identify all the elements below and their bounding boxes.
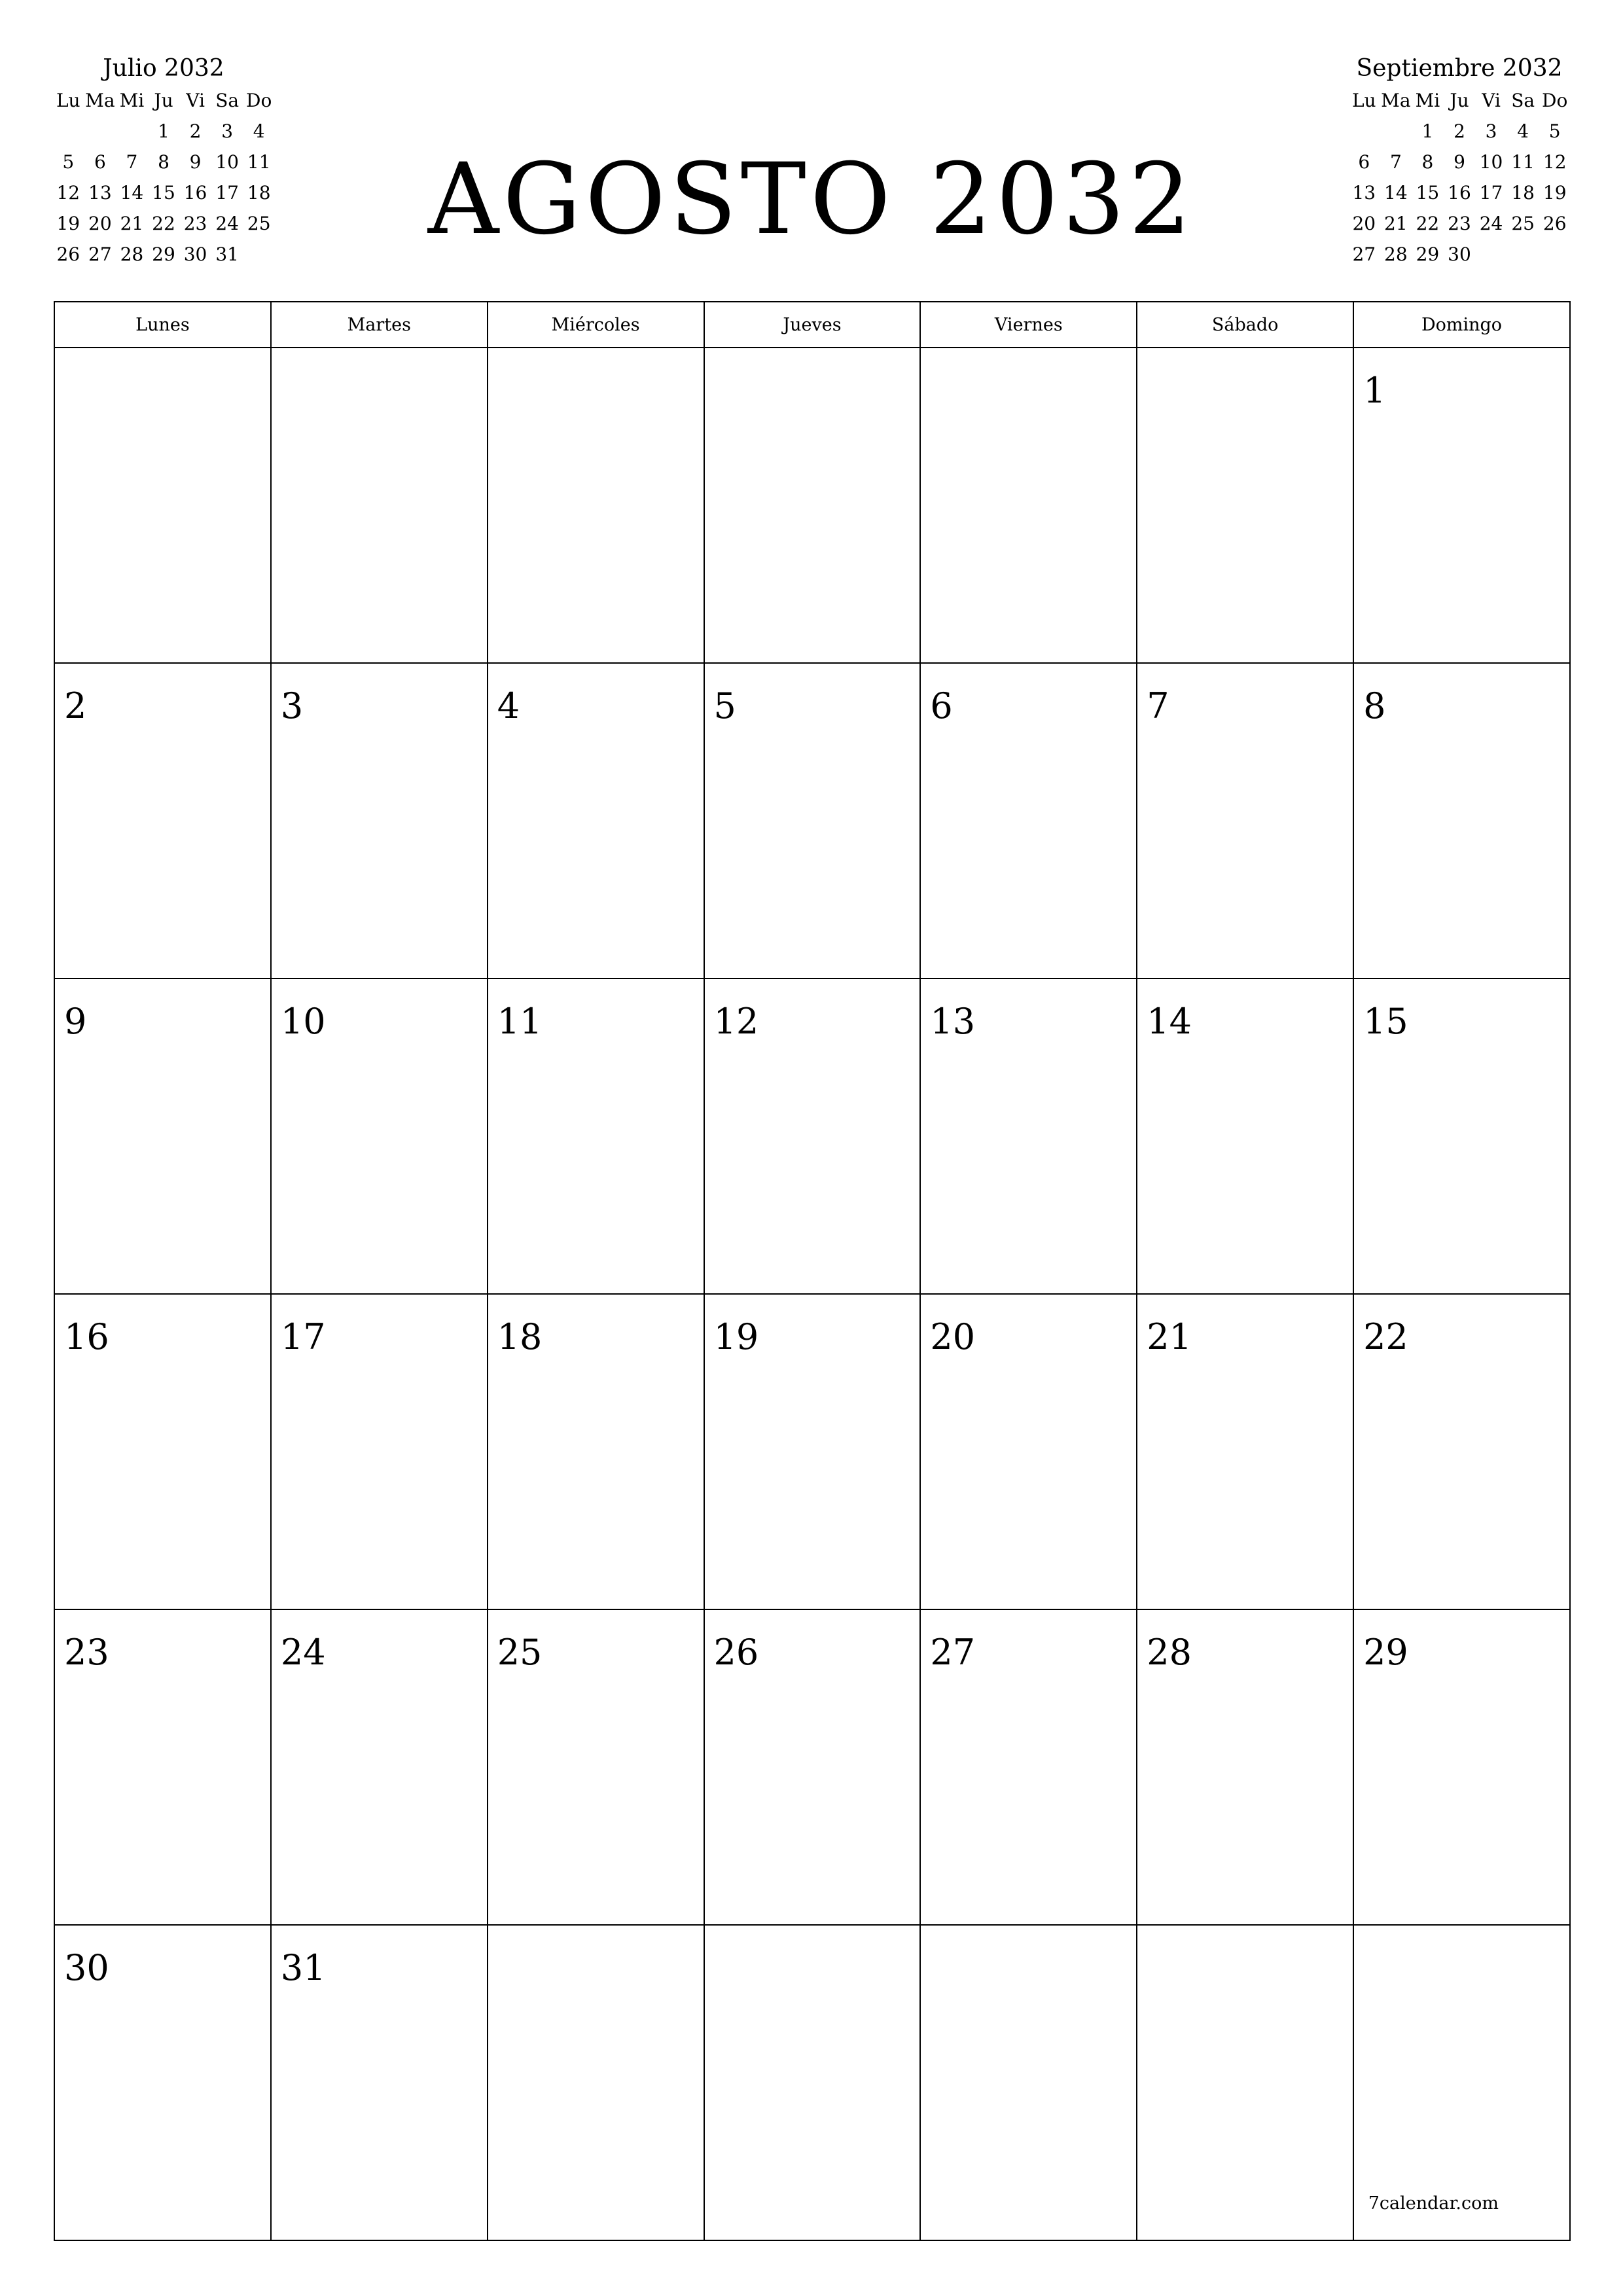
mini-day: 25 [247, 213, 271, 234]
mini-day: 5 [1548, 120, 1561, 142]
mini-day: 27 [1352, 243, 1376, 265]
day-number [705, 348, 920, 368]
mini-day: 27 [88, 243, 112, 265]
mini-weekday: Ma [1381, 90, 1411, 111]
mini-weekday: Do [1542, 90, 1568, 111]
day-cell [54, 1925, 271, 2240]
mini-day: 19 [56, 213, 80, 234]
mini-day: 18 [247, 182, 271, 204]
mini-day: 23 [1448, 213, 1471, 234]
mini-day: 29 [152, 243, 175, 265]
mini-day: 14 [120, 182, 144, 204]
mini-day: 2 [1454, 120, 1465, 142]
mini-day: 11 [247, 151, 271, 173]
week-row [54, 663, 1570, 978]
day-cell [1353, 663, 1570, 978]
day-number [488, 1926, 704, 1945]
mini-day: 26 [1543, 213, 1567, 234]
mini-day: 14 [1384, 182, 1408, 204]
mini-day: 8 [1421, 151, 1434, 173]
mini-day: 16 [1448, 182, 1471, 204]
mini-day: 8 [158, 151, 169, 173]
day-cell [54, 978, 271, 1294]
day-number: 23 [64, 1632, 109, 1673]
mini-day: 11 [1511, 151, 1535, 173]
mini-weekday: Ju [1450, 90, 1469, 111]
mini-day [1507, 239, 1539, 270]
day-number [272, 348, 487, 368]
mini-day: 3 [221, 120, 234, 142]
week-row [54, 1925, 1570, 2240]
day-number: 30 [64, 1947, 109, 1988]
mini-day: 30 [1448, 243, 1471, 265]
day-number: 8 [1363, 685, 1386, 726]
day-cell [704, 1294, 921, 1609]
mini-day: 7 [1389, 151, 1402, 173]
weekday-header: Jueves [704, 302, 921, 348]
mini-day: 19 [1543, 182, 1567, 204]
day-cell [1353, 978, 1570, 1294]
mini-day: 18 [1511, 182, 1535, 204]
week-row [54, 348, 1570, 663]
day-number: 12 [713, 1001, 759, 1042]
mini-day: 3 [1485, 120, 1497, 142]
day-number: 11 [497, 1001, 543, 1042]
day-cell [488, 1294, 704, 1609]
day-cell [920, 1294, 1137, 1609]
day-cell [271, 1609, 488, 1925]
day-cell [488, 348, 704, 663]
day-number [1137, 1926, 1353, 1945]
weekday-header: Sábado [1137, 302, 1353, 348]
day-number: 28 [1147, 1632, 1192, 1673]
day-cell [1353, 1294, 1570, 1609]
day-number: 21 [1147, 1316, 1192, 1357]
day-number [921, 348, 1136, 368]
mini-day: 24 [215, 213, 239, 234]
day-number: 3 [280, 685, 304, 726]
day-cell [271, 348, 488, 663]
day-number: 31 [280, 1947, 326, 1988]
mini-day [1380, 116, 1412, 147]
mini-day: 7 [126, 151, 138, 173]
mini-weekday: Ju [154, 90, 173, 111]
mini-day: 13 [1352, 182, 1376, 204]
day-cell [1353, 348, 1570, 663]
mini-day [116, 116, 148, 147]
mini-day [1348, 116, 1380, 147]
day-cell [704, 978, 921, 1294]
day-cell [1137, 663, 1353, 978]
day-cell [271, 978, 488, 1294]
day-number [1137, 348, 1353, 368]
day-cell [488, 1609, 704, 1925]
day-number [1354, 1926, 1569, 1945]
mini-day: 1 [158, 120, 169, 142]
mini-day: 15 [1416, 182, 1440, 204]
day-number: 6 [930, 685, 953, 726]
weekday-header: Viernes [920, 302, 1137, 348]
day-cell [1137, 1294, 1353, 1609]
mini-calendar-next [1348, 52, 1571, 270]
mini-day: 6 [1358, 151, 1370, 173]
day-number: 25 [497, 1632, 543, 1673]
mini-day: 13 [88, 182, 112, 204]
day-number: 19 [713, 1316, 759, 1357]
mini-day: 24 [1479, 213, 1503, 234]
mini-weekday: Vi [186, 90, 205, 111]
day-number [705, 1926, 920, 1945]
mini-day: 9 [1454, 151, 1465, 173]
day-cell [1353, 1925, 1570, 2240]
day-cell [488, 1925, 704, 2240]
mini-calendar-title: Julio 2032 [103, 55, 224, 82]
page-title: AGOSTO 2032 [427, 143, 1196, 257]
mini-day: 1 [1421, 120, 1434, 142]
day-cell [920, 348, 1137, 663]
day-cell [271, 1294, 488, 1609]
day-cell [920, 1609, 1137, 1925]
day-number: 5 [713, 685, 736, 726]
mini-day: 22 [152, 213, 175, 234]
mini-calendar-grid [52, 85, 275, 270]
day-cell [1137, 1609, 1353, 1925]
mini-day [1539, 239, 1571, 270]
mini-day: 20 [88, 213, 112, 234]
week-row [54, 1294, 1570, 1609]
mini-day: 20 [1352, 213, 1376, 234]
day-number [921, 1926, 1136, 1945]
week-row [54, 1609, 1570, 1925]
mini-day: 25 [1511, 213, 1535, 234]
mini-weekday: Lu [1351, 90, 1376, 111]
day-cell [704, 1925, 921, 2240]
weekday-header-row [54, 302, 1570, 348]
mini-day: 4 [1517, 120, 1529, 142]
day-number: 29 [1363, 1632, 1408, 1673]
day-number: 17 [280, 1316, 326, 1357]
day-cell [271, 1925, 488, 2240]
mini-weekday: Sa [1511, 90, 1535, 111]
day-number: 27 [930, 1632, 976, 1673]
day-cell [704, 663, 921, 978]
day-number: 18 [497, 1316, 543, 1357]
day-cell [920, 978, 1137, 1294]
weekday-header: Martes [271, 302, 488, 348]
mini-day: 9 [189, 151, 202, 173]
mini-day: 10 [215, 151, 239, 173]
day-number: 14 [1147, 1001, 1192, 1042]
day-number: 9 [64, 1001, 87, 1042]
mini-day: 5 [62, 151, 75, 173]
day-cell [704, 1609, 921, 1925]
mini-weekday: Ma [85, 90, 115, 111]
day-number: 26 [713, 1632, 759, 1673]
day-number: 15 [1363, 1001, 1408, 1042]
mini-day: 28 [1384, 243, 1408, 265]
mini-day: 21 [120, 213, 144, 234]
weekday-header: Lunes [54, 302, 271, 348]
day-cell [54, 1609, 271, 1925]
mini-day: 15 [152, 182, 175, 204]
mini-day: 6 [94, 151, 106, 173]
mini-day: 12 [1543, 151, 1567, 173]
mini-weekday: Sa [215, 90, 240, 111]
mini-day: 17 [215, 182, 239, 204]
day-number: 10 [280, 1001, 326, 1042]
day-number: 24 [280, 1632, 326, 1673]
mini-day: 31 [215, 243, 239, 265]
mini-weekday: Mi [119, 90, 145, 111]
mini-calendar-prev [52, 52, 275, 270]
day-cell [704, 348, 921, 663]
mini-day: 30 [183, 243, 207, 265]
mini-day [52, 116, 84, 147]
mini-weekday: Lu [56, 90, 80, 111]
mini-day: 28 [120, 243, 144, 265]
mini-calendar-grid [1348, 85, 1571, 270]
day-cell [488, 663, 704, 978]
mini-day [84, 116, 116, 147]
mini-day [1475, 239, 1507, 270]
day-cell [271, 663, 488, 978]
day-cell [1353, 1609, 1570, 1925]
day-cell [54, 663, 271, 978]
mini-day: 12 [56, 182, 80, 204]
day-cell [54, 348, 271, 663]
mini-day: 10 [1479, 151, 1503, 173]
mini-day: 17 [1479, 182, 1503, 204]
mini-day: 2 [189, 120, 202, 142]
mini-day: 21 [1384, 213, 1408, 234]
day-number: 1 [1363, 370, 1386, 411]
day-number: 2 [64, 685, 87, 726]
mini-day [243, 239, 275, 270]
day-cell [920, 1925, 1137, 2240]
day-number: 22 [1363, 1316, 1408, 1357]
day-cell [1137, 348, 1353, 663]
mini-weekday: Do [246, 90, 272, 111]
day-cell [488, 978, 704, 1294]
weekday-header: Miércoles [488, 302, 704, 348]
mini-weekday: Mi [1415, 90, 1440, 111]
month-grid [54, 301, 1571, 2241]
mini-weekday: Vi [1482, 90, 1501, 111]
mini-day: 22 [1416, 213, 1440, 234]
day-number [55, 348, 270, 368]
mini-calendar-title: Septiembre 2032 [1356, 55, 1563, 82]
day-cell [920, 663, 1137, 978]
day-number: 4 [497, 685, 520, 726]
mini-day: 4 [253, 120, 265, 142]
day-number: 20 [930, 1316, 976, 1357]
credit-text: 7calendar.com [1368, 2193, 1499, 2214]
day-number: 13 [930, 1001, 976, 1042]
day-cell [1137, 978, 1353, 1294]
day-cell [1137, 1925, 1353, 2240]
mini-day: 16 [183, 182, 207, 204]
mini-day: 26 [56, 243, 80, 265]
mini-day: 23 [183, 213, 207, 234]
weekday-header: Domingo [1353, 302, 1570, 348]
day-cell [54, 1294, 271, 1609]
week-row [54, 978, 1570, 1294]
day-number: 7 [1147, 685, 1169, 726]
mini-day: 29 [1416, 243, 1440, 265]
day-number: 16 [64, 1316, 109, 1357]
day-number [488, 348, 704, 368]
